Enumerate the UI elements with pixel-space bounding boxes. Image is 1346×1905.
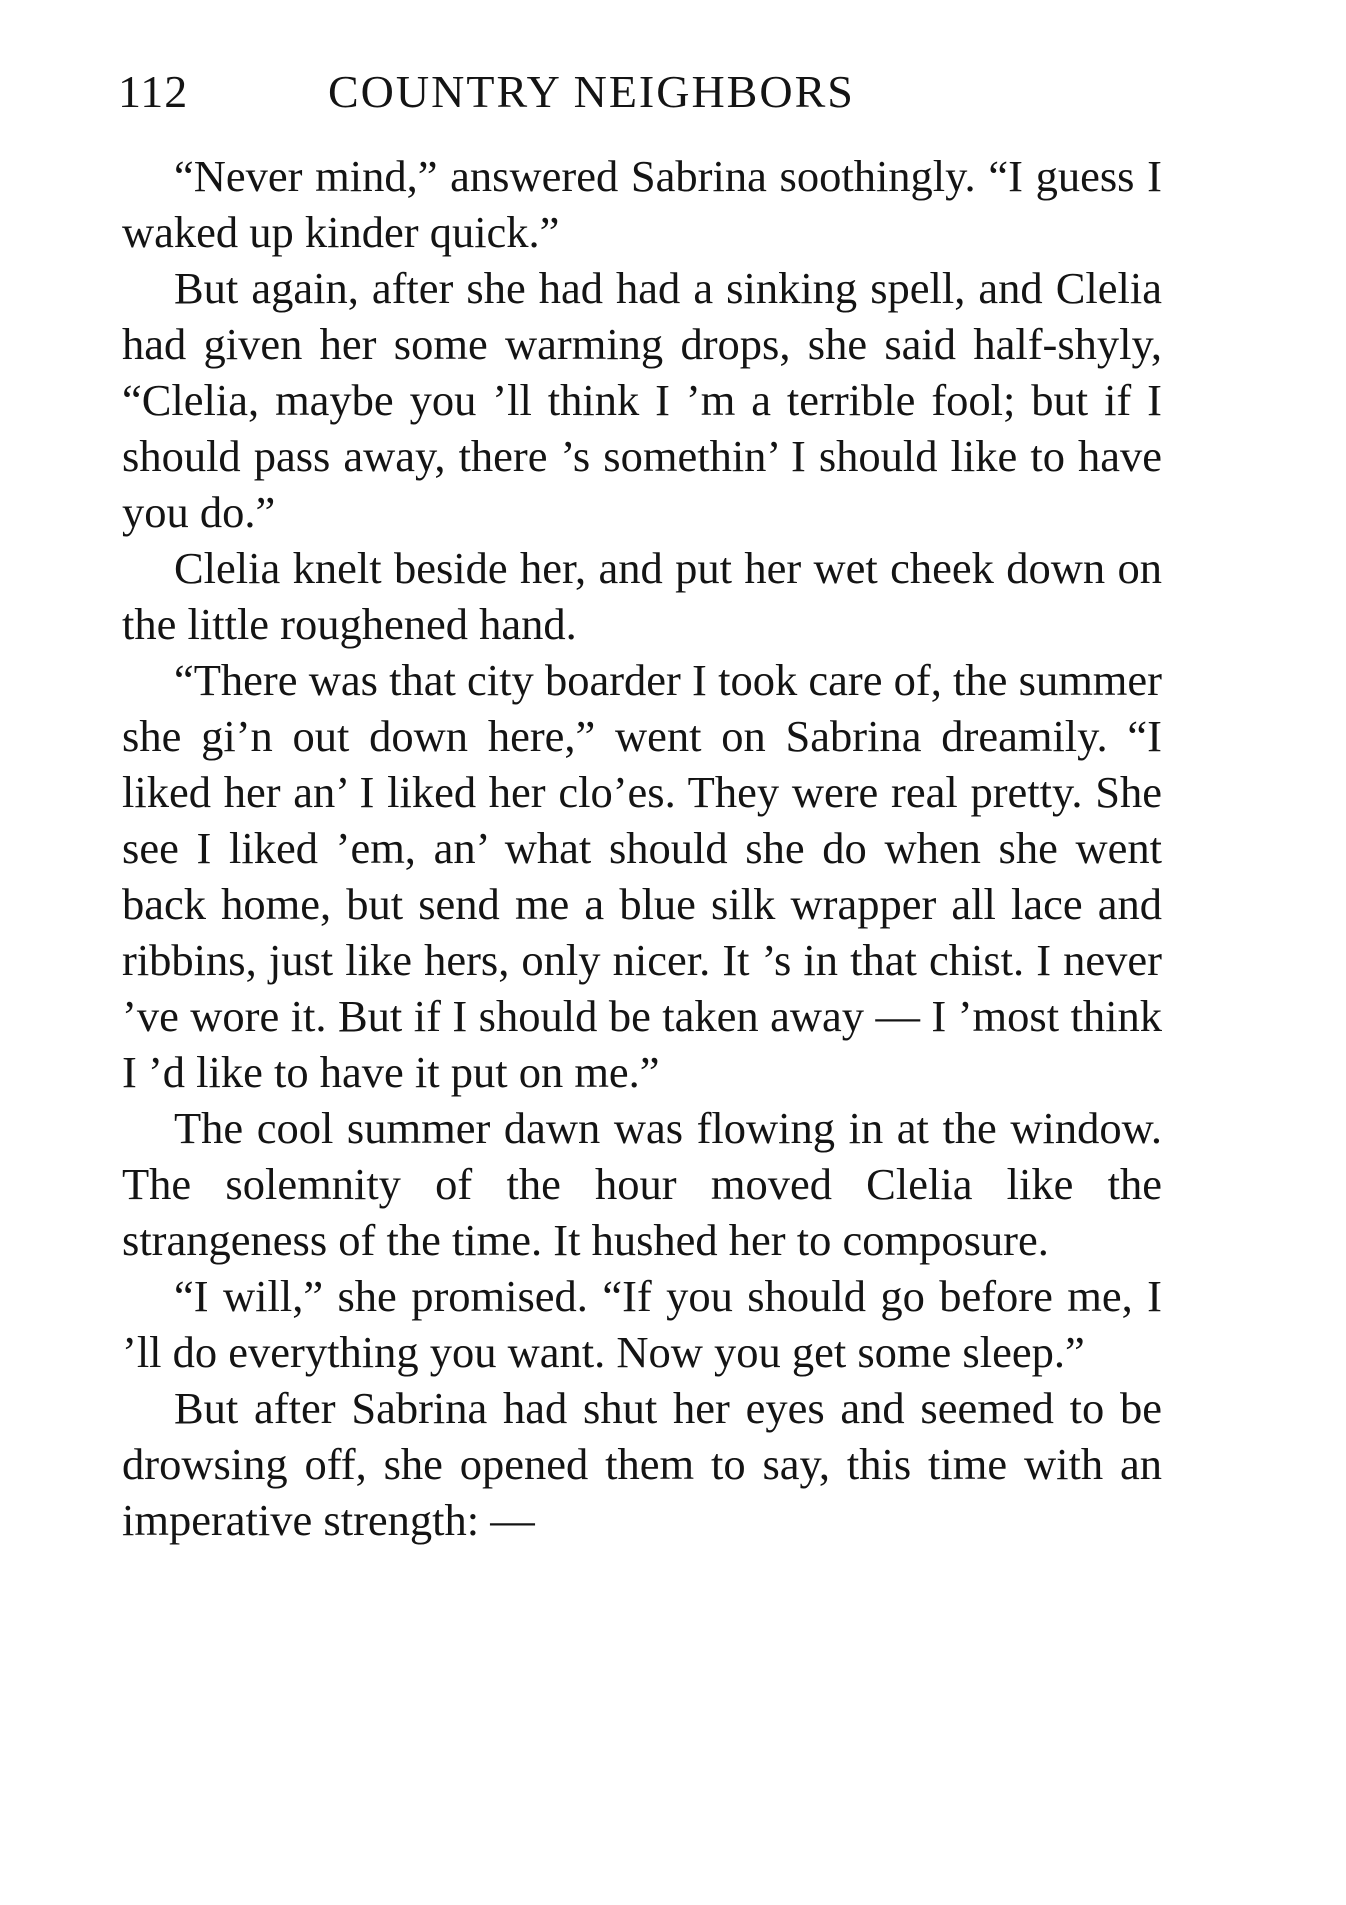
- paragraph: But after Sabrina had shut her eyes and seemed to be drowsing off, she opened them to say, this time with an imperative strength: —: [122, 1383, 1162, 1545]
- page-number: 112: [118, 66, 189, 117]
- running-header: [118, 62, 1158, 122]
- paragraph: “I will,” she promised. “If you should go before me, I ’ll do everything you want. Now you get some sleep.”: [122, 1271, 1162, 1377]
- paragraph: Clelia knelt beside her, and put her wet cheek down on the little roughened hand.: [122, 543, 1162, 649]
- running-title: COUNTRY NEIGHBORS: [328, 66, 855, 117]
- paragraph: “There was that city boarder I took care of, the summer she gi’n out down here,” went on Sabrina dreamily. “I liked her an’ I liked her clo’es. They were real pretty. She see I liked ’em, an’ what should she do when she went back home, but send me a blue silk wrapper all lace and ribbins, just like hers, only nicer. It ’s in that chist. I never ’ve wore it. But if I should be taken away — I ’most think I ’d like to have it put on me.”: [122, 655, 1162, 1097]
- paragraph: But again, after she had had a sinking spell, and Clelia had given her some warming drops, she said half-shyly, “Clelia, maybe you ’ll think I ’m a terrible fool; but if I should pass away, there ’s somethin’ I should like to have you do.”: [122, 263, 1162, 537]
- body-text: [122, 148, 1162, 1548]
- paragraph: The cool summer dawn was flowing in at the window. The solemnity of the hour moved Clelia like the strangeness of the time. It hushed her to composure.: [122, 1103, 1162, 1265]
- paragraph: “Never mind,” answered Sabrina soothingly. “I guess I waked up kinder quick.”: [122, 151, 1162, 257]
